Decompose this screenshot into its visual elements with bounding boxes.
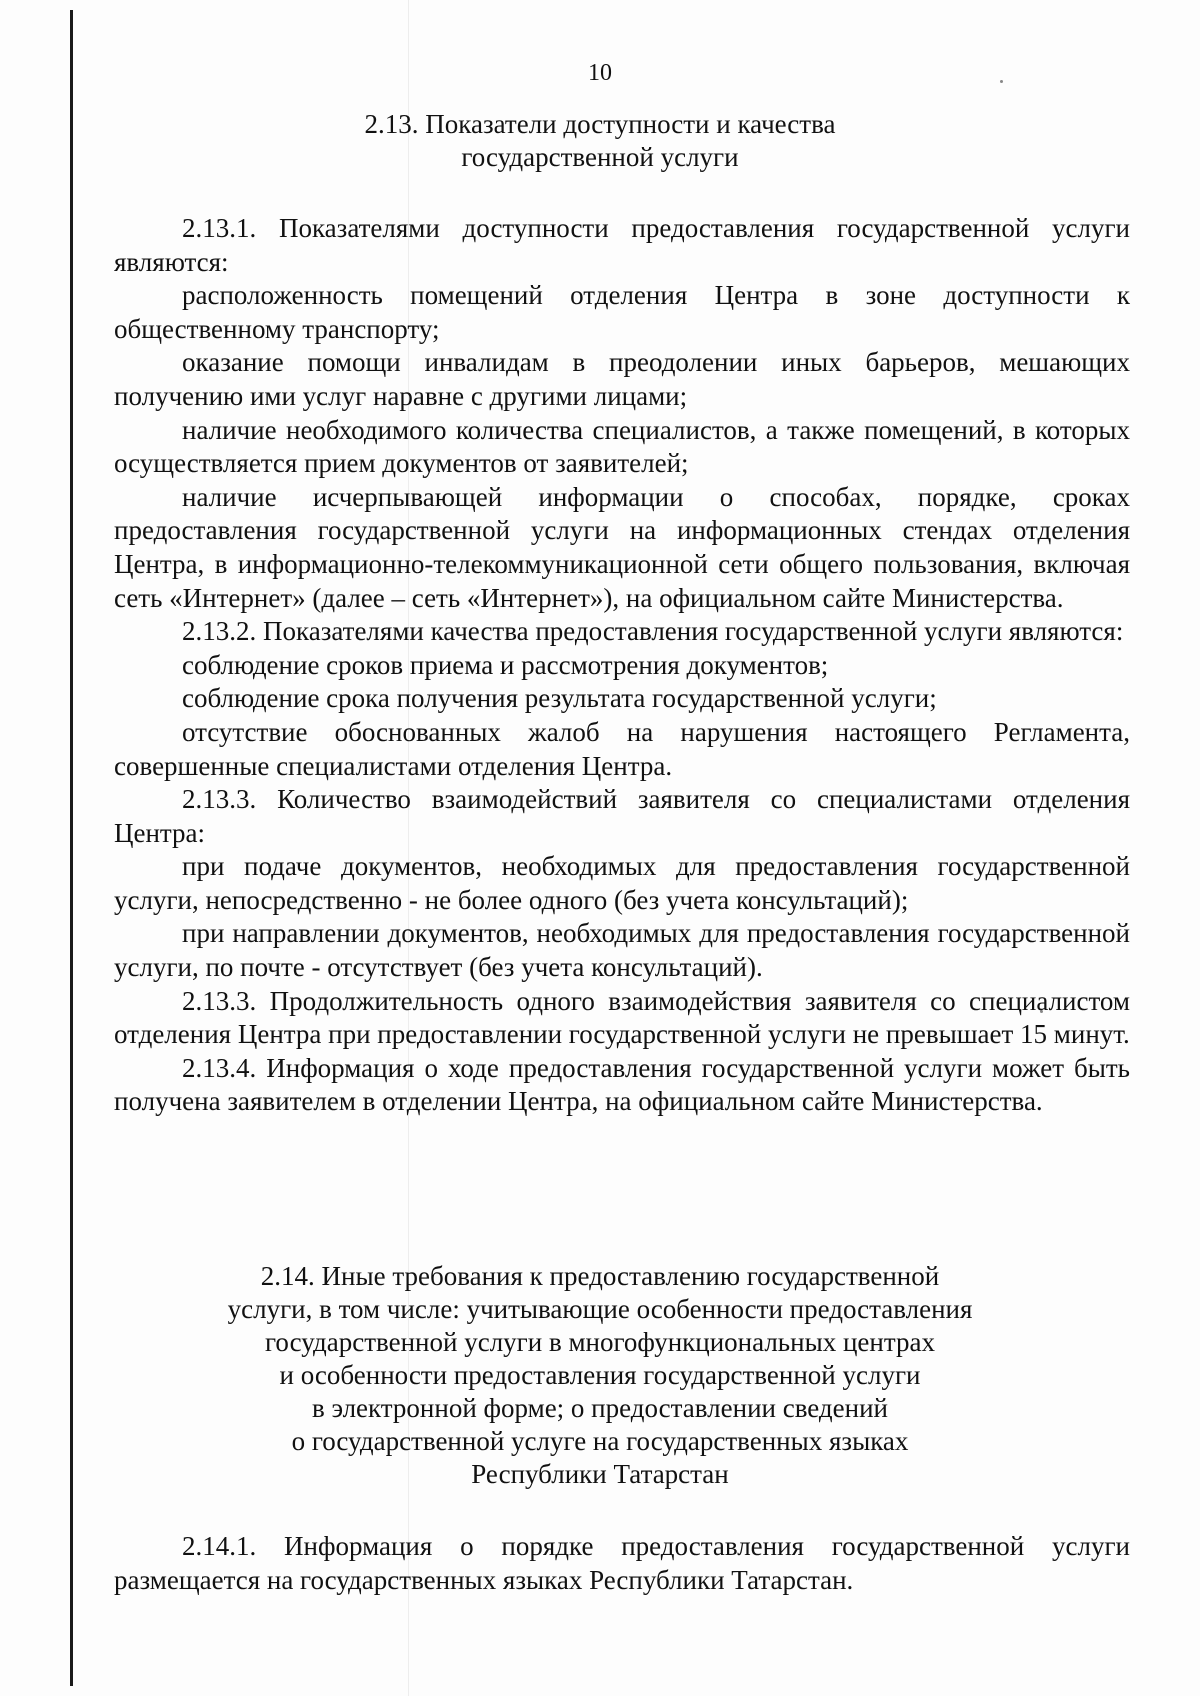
paragraph-2-13-4: 2.13.4. Информация о ходе предоставления государственной услуги может быть получена заявителем в отделении Центра, на официальном сайте Министерства. [114,1052,1130,1117]
section-2-14-body [114,1530,1130,1597]
paragraph-2-13-1: 2.13.1. Показателями доступности предоставления государственной услуги являются: [114,213,1130,277]
heading-line: государственной услуги [461,142,739,172]
paragraph-2-13-2: 2.13.2. Показателями качества предоставления государственной услуги являются: [182,616,1124,647]
paragraph: отсутствие обоснованных жалоб на нарушения настоящего Регламента, совершенные специалистами отделения Центра. [114,716,1130,781]
heading-line: Республики Татарстан [471,1459,729,1489]
page-number: 10 [588,60,612,86]
paragraph-2-13-3-duration: 2.13.3. Продолжительность одного взаимодействия заявителя со специалистом отделения Центра при предоставлении государственной услуги не превышает 15 минут. [114,985,1130,1050]
section-2-14-heading [0,1260,1200,1491]
heading-line: в электронной форме; о предоставлении сведений [311,1393,888,1423]
section-2-13-body [114,212,1130,1119]
heading-line: о государственной услуге на государственных языках [291,1426,909,1456]
paragraph: наличие необходимого количества специалистов, а также помещений, в которых осуществляется прием документов от заявителей; [114,414,1130,479]
paragraph: при подаче документов, необходимых для предоставления государственной услуги, непосредственно - не более одного (без учета консультаций); [114,851,1130,915]
paragraph: при направлении документов, необходимых для предоставления государственной услуги, по почте - отсутствует (без учета консультаций). [114,918,1130,983]
paragraph-2-13-3: 2.13.3. Количество взаимодействий заявителя со специалистами отделения Центра: [114,784,1130,848]
paragraph: наличие исчерпывающей информации о способах, порядке, сроках предоставления государственной услуги на информационных стендах отделения Центра, в информационно-телекоммуникационной сети общего пользования, включая сеть «Интернет» (далее – сеть «Интернет»), на официальном сайте Министерства. [114,481,1130,613]
paragraph: оказание помощи инвалидам в преодолении иных барьеров, мешающих получению ими услуг наравне с другими лицами; [114,347,1130,411]
heading-line: 2.14. Иные требования к предоставлению государственной [260,1261,940,1291]
heading-line: государственной услуги в многофункциональных центрах [265,1327,935,1357]
paragraph: соблюдение срока получения результата государственной услуги; [182,683,937,714]
heading-line: и особенности предоставления государственной услуги [279,1360,921,1390]
section-2-13-heading [0,108,1200,174]
paragraph-2-14-1: 2.14.1. Информация о порядке предоставления государственной услуги размещается на государственных языках Республики Татарстан. [114,1531,1130,1595]
paragraph: соблюдение сроков приема и рассмотрения документов; [182,649,829,680]
heading-line: услуги, в том числе: учитывающие особенности предоставления [227,1294,973,1324]
heading-line: 2.13. Показатели доступности и качества [364,109,836,139]
paragraph: расположенность помещений отделения Центра в зоне доступности к общественному транспорту; [114,280,1130,344]
